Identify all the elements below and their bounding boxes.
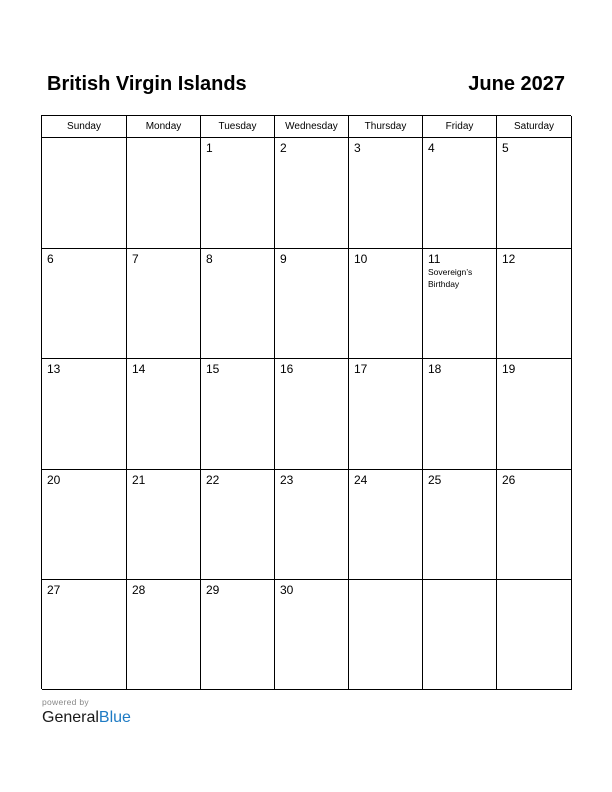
day-cell — [349, 138, 423, 249]
day-number: 23 — [280, 473, 294, 487]
day-cell — [42, 138, 127, 249]
day-number: 15 — [206, 362, 220, 376]
weekday-saturday: Saturday — [497, 116, 572, 138]
day-number: 12 — [502, 252, 516, 266]
day-cell — [349, 580, 423, 690]
day-number: 14 — [132, 362, 146, 376]
day-cell — [127, 249, 201, 359]
footer-branding — [42, 697, 131, 729]
day-cell — [42, 580, 127, 690]
powered-by-text: powered by — [42, 697, 89, 707]
day-number: 4 — [428, 141, 435, 155]
day-cell — [349, 359, 423, 470]
day-number: 17 — [354, 362, 368, 376]
day-cell — [423, 138, 497, 249]
calendar-weeks — [42, 138, 571, 690]
day-number: 25 — [428, 473, 442, 487]
day-cell — [275, 580, 349, 690]
day-cell — [42, 249, 127, 359]
day-cell — [423, 580, 497, 690]
weekday-tuesday: Tuesday — [201, 116, 275, 138]
day-cell — [127, 470, 201, 580]
day-number: 27 — [47, 583, 61, 597]
day-cell — [275, 470, 349, 580]
brand-general-text: General — [42, 709, 99, 726]
day-cell — [201, 138, 275, 249]
weekday-header-row — [42, 116, 571, 138]
day-cell — [42, 470, 127, 580]
month-year-title: June 2027 — [468, 73, 565, 95]
day-number: 16 — [280, 362, 294, 376]
day-number: 19 — [502, 362, 516, 376]
day-cell — [275, 249, 349, 359]
day-cell — [127, 138, 201, 249]
day-number: 20 — [47, 473, 61, 487]
day-cell — [275, 138, 349, 249]
day-number: 29 — [206, 583, 220, 597]
day-number: 26 — [502, 473, 516, 487]
day-number: 8 — [206, 252, 213, 266]
day-cell — [497, 580, 572, 690]
day-number: 2 — [280, 141, 287, 155]
day-cell — [127, 359, 201, 470]
holiday-label: Sovereign’s Birthday — [428, 267, 473, 289]
day-cell — [127, 580, 201, 690]
weekday-monday: Monday — [127, 116, 201, 138]
day-cell — [423, 249, 497, 359]
brand-blue-text: Blue — [98, 709, 131, 726]
calendar-grid — [41, 115, 571, 689]
weekday-thursday: Thursday — [349, 116, 423, 138]
generalblue-logo — [42, 707, 131, 729]
day-number: 5 — [502, 141, 509, 155]
day-cell — [497, 359, 572, 470]
day-cell — [497, 470, 572, 580]
weekday-wednesday: Wednesday — [275, 116, 349, 138]
day-number: 18 — [428, 362, 442, 376]
day-cell — [201, 249, 275, 359]
day-cell — [201, 470, 275, 580]
day-number: 30 — [280, 583, 294, 597]
weekday-sunday: Sunday — [42, 116, 127, 138]
day-number: 13 — [47, 362, 61, 376]
day-number: 9 — [280, 252, 287, 266]
day-cell — [423, 470, 497, 580]
weekday-friday: Friday — [423, 116, 497, 138]
day-number: 21 — [132, 473, 146, 487]
day-cell — [42, 359, 127, 470]
day-number: 22 — [206, 473, 220, 487]
day-cell — [349, 470, 423, 580]
day-number: 7 — [132, 252, 139, 266]
country-title: British Virgin Islands — [47, 73, 247, 95]
day-cell — [497, 138, 572, 249]
day-number: 6 — [47, 252, 54, 266]
day-cell — [423, 359, 497, 470]
day-cell — [497, 249, 572, 359]
day-number: 3 — [354, 141, 361, 155]
day-number: 1 — [206, 141, 213, 155]
day-number: 24 — [354, 473, 368, 487]
day-cell — [201, 359, 275, 470]
day-cell — [201, 580, 275, 690]
day-number: 28 — [132, 583, 146, 597]
day-cell — [349, 249, 423, 359]
day-number: 11 — [428, 252, 441, 266]
day-number: 10 — [354, 252, 368, 266]
day-cell — [275, 359, 349, 470]
